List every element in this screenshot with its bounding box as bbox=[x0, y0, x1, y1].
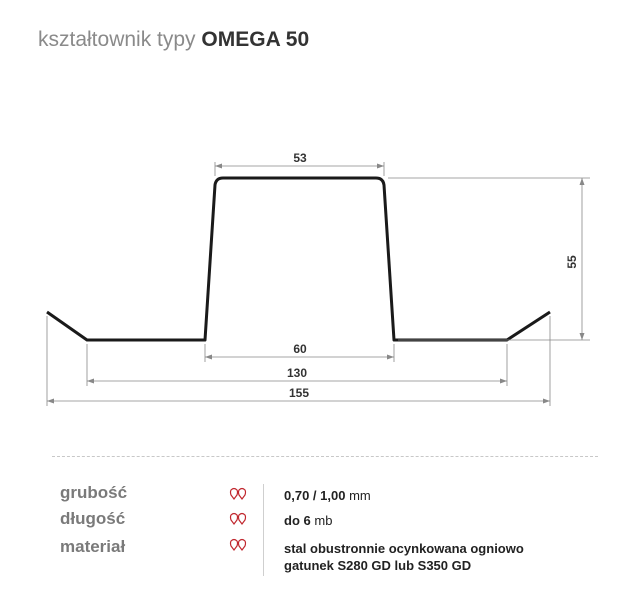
arrow-head bbox=[500, 379, 507, 384]
dim-label-top: 53 bbox=[293, 151, 307, 165]
title-product-name: OMEGA 50 bbox=[201, 28, 310, 51]
omega-profile bbox=[47, 178, 550, 340]
spec-value-line: gatunek S280 GD lub S350 GD bbox=[284, 558, 472, 573]
arrow-head bbox=[377, 164, 384, 169]
spec-value-unit: mm bbox=[349, 488, 371, 503]
arrow-head bbox=[205, 355, 212, 360]
dim-label-middle: 130 bbox=[286, 366, 308, 380]
arrow-head bbox=[580, 333, 585, 340]
title-prefix: kształtownik typy bbox=[38, 28, 196, 51]
shield-icon bbox=[229, 487, 247, 501]
dim-label-total: 155 bbox=[288, 386, 310, 400]
spec-value-line: stal obustronnie ocynkowana ogniowo bbox=[284, 541, 524, 556]
arrow-head bbox=[387, 355, 394, 360]
spec-column-divider bbox=[263, 484, 264, 576]
spec-label-thickness: grubość bbox=[60, 483, 128, 502]
shield-icon bbox=[229, 538, 247, 552]
spec-value-material bbox=[284, 540, 524, 574]
arrow-head bbox=[215, 164, 222, 169]
arrow-head bbox=[47, 399, 54, 404]
arrow-head bbox=[543, 399, 550, 404]
arrow-head bbox=[580, 178, 585, 185]
dim-label-height: 55 bbox=[565, 255, 579, 269]
spec-value-length bbox=[284, 512, 332, 529]
spec-label-material: materiał bbox=[60, 537, 126, 556]
spec-label-length: długość bbox=[60, 509, 126, 528]
spec-value-number: 0,70 / 1,00 bbox=[284, 488, 346, 503]
section-divider bbox=[52, 456, 598, 457]
arrow-head bbox=[87, 379, 94, 384]
spec-value-unit: mb bbox=[314, 513, 333, 528]
dim-label-inner: 60 bbox=[293, 342, 307, 356]
spec-value-number: do 6 bbox=[284, 513, 311, 528]
spec-value-thickness bbox=[284, 487, 371, 504]
shield-icon bbox=[229, 512, 247, 526]
